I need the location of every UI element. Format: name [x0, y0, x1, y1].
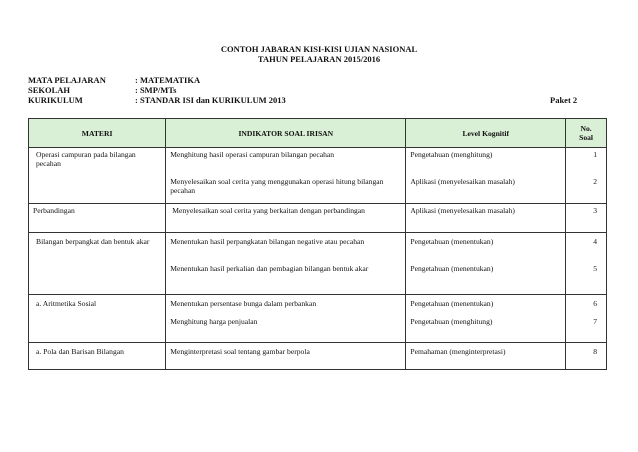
- indikator-item: Menentukan hasil perkalian dan pembagian bilangan bentuk akar: [170, 264, 369, 273]
- meta-key: MATA PELAJARAN: [28, 75, 106, 85]
- meta-key: SEKOLAH: [28, 85, 71, 95]
- table-row: [29, 148, 607, 204]
- level-item: Aplikasi (menyelesaikan masalah): [410, 177, 515, 186]
- header-level: Level Kognitif: [406, 119, 566, 148]
- cell-indikator: [166, 148, 406, 204]
- spacer: [410, 168, 561, 177]
- spacer: [570, 255, 597, 264]
- level-item: Pengetahuan (menghitung): [410, 150, 493, 159]
- header-indikator: INDIKATOR SOAL IRISAN: [166, 119, 406, 148]
- header-no-line1: No.: [580, 124, 592, 133]
- level-item: Pengetahuan (menentukan): [410, 237, 494, 246]
- spacer: [570, 159, 597, 168]
- cell-materi: Operasi campuran pada bilangan pecahan: [29, 148, 166, 204]
- level-item: Pengetahuan (menentukan): [410, 264, 494, 273]
- no-item: 2: [593, 177, 597, 186]
- header-no: [566, 119, 607, 148]
- cell-no: 8: [566, 343, 607, 370]
- spacer: [170, 246, 401, 255]
- spacer: [410, 246, 561, 255]
- cell-materi: Bilangan berpangkat dan bentuk akar: [29, 233, 166, 295]
- header-materi: MATERI: [29, 119, 166, 148]
- meta-value: : STANDAR ISI dan KURIKULUM 2013: [135, 95, 286, 105]
- meta-key: KURIKULUM: [28, 95, 83, 105]
- spacer: [410, 159, 561, 168]
- indikator-item: Menghitung harga penjualan: [170, 317, 258, 326]
- level-item: Pengetahuan (menentukan): [410, 299, 494, 308]
- spacer: [410, 308, 561, 317]
- cell-level: [406, 295, 566, 343]
- spacer: [410, 255, 561, 264]
- cell-no: [566, 148, 607, 204]
- cell-materi: Perbandingan: [29, 204, 166, 233]
- level-item: Pengetahuan (menghitung): [410, 317, 493, 326]
- grid-table: [28, 118, 607, 370]
- cell-indikator: [166, 233, 406, 295]
- cell-materi: a. Pola dan Barisan Bilangan: [29, 343, 166, 370]
- no-item: 5: [593, 264, 597, 273]
- cell-level: [406, 148, 566, 204]
- indikator-item: Menghitung hasil operasi campuran bilangan pecahan: [170, 150, 335, 159]
- indikator-item: Menentukan persentase bunga dalam perbankan: [170, 299, 317, 308]
- cell-level: Pemahaman (menginterpretasi): [406, 343, 566, 370]
- spacer: [170, 159, 401, 168]
- spacer: [170, 308, 401, 317]
- table-row: [29, 204, 607, 233]
- document-title: CONTOH JABARAN KISI-KISI UJIAN NASIONAL: [220, 44, 418, 54]
- cell-indikator: Menginterpretasi soal tentang gambar berpola: [166, 343, 406, 370]
- meta-value: : SMP/MTs: [135, 85, 177, 95]
- no-item: 4: [593, 237, 597, 246]
- package-label: Paket 2: [550, 95, 578, 105]
- table-header-row: [29, 119, 607, 148]
- spacer: [170, 255, 401, 264]
- no-item: 6: [593, 299, 597, 308]
- spacer: [570, 308, 597, 317]
- cell-no: 3: [566, 204, 607, 233]
- spacer: [570, 168, 597, 177]
- cell-indikator: Menyelesaikan soal cerita yang berkaitan dengan perbandingan: [166, 204, 406, 233]
- spacer: [170, 168, 401, 177]
- table-row: [29, 343, 607, 370]
- cell-level: Aplikasi (menyelesaikan masalah): [406, 204, 566, 233]
- cell-no: [566, 233, 607, 295]
- cell-materi: a. Aritmetika Sosial: [29, 295, 166, 343]
- indikator-item: Menentukan hasil perpangkatan bilangan negative atau pecahan: [170, 237, 365, 246]
- spacer: [570, 246, 597, 255]
- indikator-item: Menyelesaikan soal cerita yang menggunakan operasi hitung bilangan pecahan: [170, 177, 384, 195]
- cell-indikator: [166, 295, 406, 343]
- cell-level: [406, 233, 566, 295]
- document-subtitle: TAHUN PELAJARAN 2015/2016: [257, 54, 381, 64]
- table-row: [29, 295, 607, 343]
- table-row: [29, 233, 607, 295]
- no-item: 7: [593, 317, 597, 326]
- cell-no: [566, 295, 607, 343]
- header-no-line2: Soal: [579, 133, 594, 142]
- no-item: 1: [593, 150, 597, 159]
- meta-value: : MATEMATIKA: [135, 75, 201, 85]
